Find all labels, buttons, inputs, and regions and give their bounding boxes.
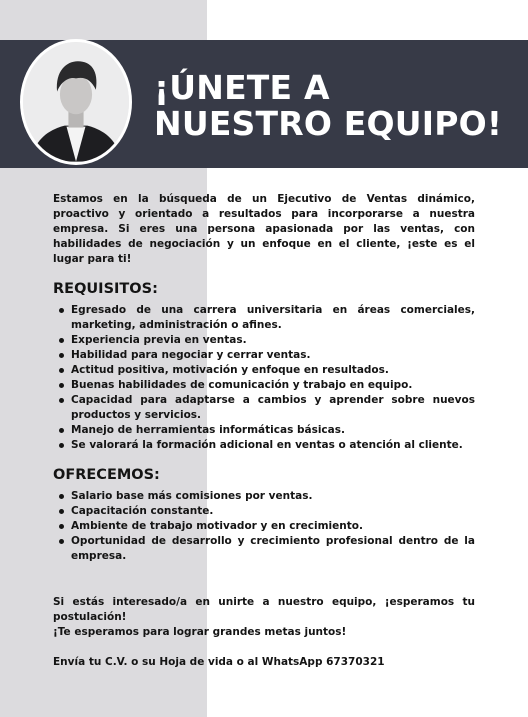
list-item: Capacitación constante. [71,504,475,519]
ofrecemos-heading: OFRECEMOS: [53,467,160,483]
list-item: Egresado de una carrera universitaria en áreas comerciales, marketing, administración o afines. [71,304,475,331]
person-portrait-icon [20,39,132,165]
closing-paragraph: Si estás interesado/a en unirte a nuestro equipo, ¡esperamos tu postulación! [53,596,475,623]
ofrecemos-list [53,489,475,564]
main-content [53,192,475,670]
requisitos-heading: REQUISITOS: [53,281,158,297]
page-title: ¡ÚNETE A NUESTRO EQUIPO! [154,68,503,143]
list-item: Buenas habilidades de comunicación y trabajo en equipo. [71,378,475,393]
intro-paragraph: Estamos en la búsqueda de un Ejecutivo de Ventas dinámico, proactivo y orientado a resultados para incorporarse a nuestra empresa. Si eres una persona apasionada por las ventas, con habilidades de negociación y un enfoque en el cliente, ¡este es el lugar para ti! [53,193,475,265]
requisitos-list [53,303,475,453]
list-item: Oportunidad de desarrollo y crecimiento profesional dentro de la empresa. [71,535,475,562]
list-item: Ambiente de trabajo motivador y en crecimiento. [71,519,475,534]
list-item: Experiencia previa en ventas. [71,333,475,348]
list-item: Capacidad para adaptarse a cambios y aprender sobre nuevos productos y servicios. [71,394,475,421]
list-item: Habilidad para negociar y cerrar ventas. [71,348,475,363]
list-item: Se valorará la formación adicional en ventas o atención al cliente. [71,438,475,453]
contact-line: Envía tu C.V. o su Hoja de vida o al WhatsApp 67370321 [53,656,385,668]
thanks-line: ¡Te esperamos para lograr grandes metas juntos! [53,626,347,638]
list-item: Manejo de herramientas informáticas básicas. [71,423,475,438]
list-item: Salario base más comisiones por ventas. [71,489,475,504]
list-item: Actitud positiva, motivación y enfoque en resultados. [71,363,475,378]
